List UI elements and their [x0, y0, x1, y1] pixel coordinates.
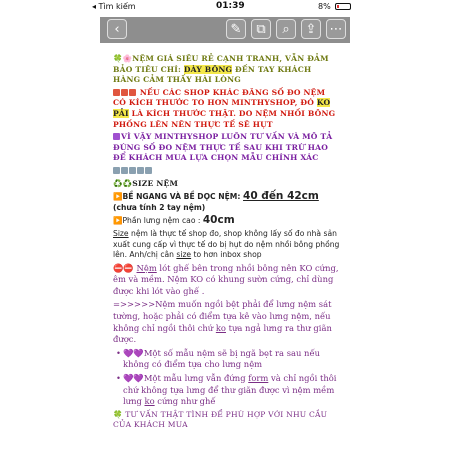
crop-icon[interactable]: ⧉ [251, 19, 271, 39]
edit-icon[interactable]: ✎ [226, 19, 246, 39]
back-to-app-link[interactable]: ◂ Tìm kiếm [92, 2, 136, 11]
text-segment: LÀ KÍCH THƯỚC THẬT. DO NỆM NHỒI BÔNG PHỒNG LÊN NÊN THỰC TẾ SẼ HỤT [113, 108, 336, 129]
purple-square-icon [113, 133, 120, 140]
text-segment: 🍀🌸NỆM GIÁ SIÊU RẺ CẠNH TRANH, VẪN ĐẢM BẢO TIÊU CHÍ: [113, 54, 329, 74]
section-heading-size [113, 179, 341, 190]
paragraph-usage [113, 299, 341, 345]
status-bar [0, 0, 450, 16]
down-arrow-icon [129, 167, 136, 174]
text-segment: ĐẾN TAY KHÁCH HÀNG CẢM THẤY HÀI LÒNG [113, 64, 312, 85]
paragraph-back-height [113, 215, 341, 227]
down-arrow-icon [137, 167, 144, 174]
paragraph-cushion-info [113, 263, 341, 298]
down-arrow-icon [113, 167, 120, 174]
text-segment: 💜💜Một mẫu lưng vẫn đứng [123, 373, 249, 384]
highlight-text: KO PẢI [113, 98, 331, 118]
text-segment: NẾU CÁC SHOP KHÁC ĐĂNG SỐ ĐO NỆM CÓ KÍCH THƯỚC TO HƠN MINTHYSHOP, ĐÓ [113, 87, 326, 108]
back-icon[interactable]: ‹ [107, 19, 127, 39]
red-square-icon [121, 89, 128, 96]
share-icon[interactable]: ⇪ [301, 19, 321, 39]
text-segment: và chỉ ngồi thôi chứ không tựa lưng để thư giãn được vì nệm mềm lưng [123, 373, 337, 407]
text-segment: size [176, 250, 192, 260]
paragraph-closing [113, 410, 341, 431]
text-segment: tựa ngả lưng ra thư giãn được. [113, 322, 332, 345]
text-segment: ▶️BỀ NGANG VÀ BỀ DỌC NỆM: [113, 192, 244, 202]
dimension-value: 40 đến 42cm [243, 190, 319, 203]
text-segment: ▶️Phần lưng nệm cao : [113, 216, 203, 226]
paragraph-consult [113, 132, 341, 164]
list-item [113, 373, 341, 408]
text-segment: nệm là thực tế shop đo, shop không lấy số đo nhà sản xuất cung cấp vì thực tế do bị hụt do nệm nhồi bông phồng lên. Anh/chị cân [113, 228, 340, 260]
text-segment: 💜💜Một số mẫu nệm sẽ bị ngã bẹt ra sau nếu không có điểm tựa cho lưng nệm [123, 347, 320, 370]
status-icons [318, 2, 351, 11]
arrow-icons-row [113, 166, 341, 177]
text-segment: to hơn inbox shop [191, 250, 262, 260]
clock: 01:39 [216, 1, 245, 11]
down-arrow-icon [121, 167, 128, 174]
paragraph-price [113, 54, 341, 86]
more-icon[interactable]: ⋯ [326, 19, 346, 39]
text-segment: ko [144, 396, 155, 407]
text-segment: lót ghế bên trong nhồi bông nên KO cứng, êm và mềm. Nệm KO có khung sườn cứng, chỉ dùng được khi lót vào ghế . [113, 262, 339, 296]
paragraph-size-note [113, 229, 341, 261]
text-segment: (chưa tính 2 tay nệm) [113, 202, 206, 212]
text-segment: Nệm [136, 262, 157, 273]
search-icon[interactable]: ⌕ [276, 19, 296, 39]
height-value: 40cm [202, 214, 235, 227]
text-segment: =>>>>>Nệm muốn ngồi bệt phải để lưng nệm sát tường, hoặc phải có điểm tựa kê vào lưng nệm, nếu không chỉ ngồi thôi chứ [113, 299, 332, 333]
down-arrow-icon [145, 167, 152, 174]
text-segment: Size [113, 228, 129, 238]
paragraph-size-warning [113, 88, 341, 130]
red-square-icon [129, 89, 136, 96]
battery-icon [335, 3, 351, 10]
text-segment: form [248, 373, 269, 384]
battery-percent: 8% [318, 2, 331, 11]
text-segment: ♻️♻️SIZE NỆM [113, 178, 179, 188]
paragraph-dimensions [113, 191, 341, 213]
red-square-icon [113, 89, 120, 96]
list-item [113, 348, 341, 371]
text-segment: ⛔⛔ [113, 262, 137, 273]
text-segment: VÌ VẬY MINTHYSHOP LUÔN TƯ VẤN VÀ MÔ TẢ ĐÚNG SỐ ĐO NỆM THỰC TẾ SAU KHI TRỪ HAO ĐỂ KHÁCH MUA LỰA CHỌN MẪU CHÍNH XÁC [113, 132, 333, 163]
product-description [113, 54, 341, 433]
text-segment: cứng như ghế [154, 396, 216, 407]
text-segment: 🍀 TƯ VẤN THẬT TÌNH ĐỂ PHÙ HỢP VỚI NHU CẦU CỦA KHÁCH MUA [113, 409, 328, 430]
text-segment: ko [215, 322, 226, 333]
highlight-text: DÀY BÔNG [183, 64, 233, 74]
image-viewer-toolbar [100, 17, 350, 43]
